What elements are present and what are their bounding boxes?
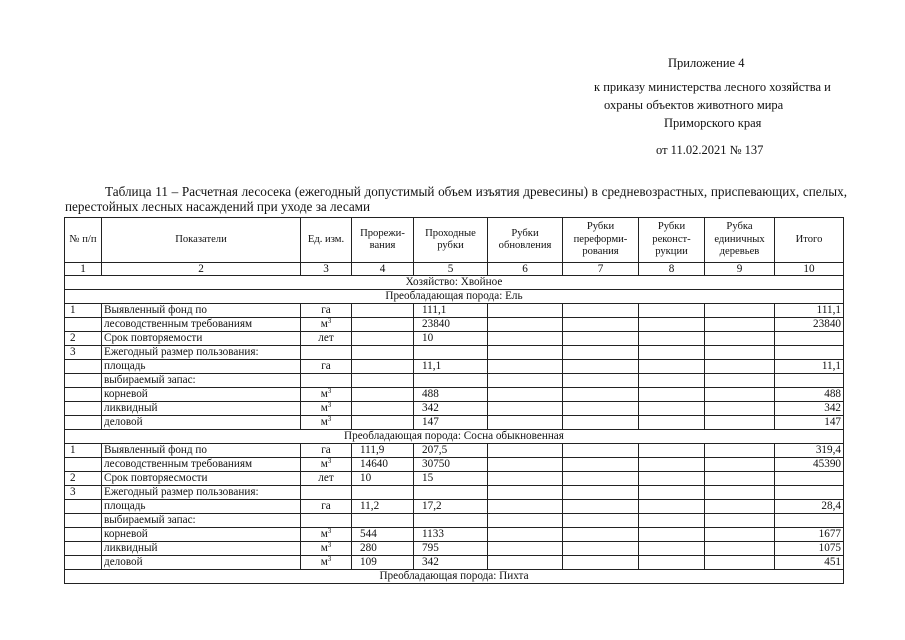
table-cell: $м^3$: [301, 388, 352, 402]
table-cell: [705, 542, 775, 556]
table-cell: [488, 304, 563, 318]
table-cell: Ежегодный размер пользования:: [102, 486, 301, 500]
table-cell: 111,1: [775, 304, 844, 318]
table-cell: [488, 556, 563, 570]
table-cell: [639, 360, 705, 374]
table-cell: [65, 528, 102, 542]
table-cell: 147: [414, 416, 488, 430]
table-cell: 111,9: [352, 444, 414, 458]
table-cell: $м^3$: [301, 556, 352, 570]
table-cell: [65, 374, 102, 388]
column-index: 4: [352, 263, 414, 276]
column-index: 8: [639, 263, 705, 276]
table-cell: 1075: [775, 542, 844, 556]
table-cell: [488, 318, 563, 332]
table-cell: [705, 500, 775, 514]
table-cell: [488, 486, 563, 500]
table-cell: [352, 360, 414, 374]
column-header: Прорежи-вания: [352, 218, 414, 263]
table-cell: [563, 444, 639, 458]
table-cell: [639, 472, 705, 486]
table-cell: [563, 402, 639, 416]
table-cell: 23840: [414, 318, 488, 332]
column-header: Рубки обновления: [488, 218, 563, 263]
table-cell: 11,2: [352, 500, 414, 514]
table-cell: 147: [775, 416, 844, 430]
table-cell: [563, 458, 639, 472]
table-cell: площадь: [102, 500, 301, 514]
table-cell: [352, 514, 414, 528]
table-row: [65, 304, 844, 318]
table-row: [65, 486, 844, 500]
table-row: [65, 472, 844, 486]
table-cell: [639, 528, 705, 542]
table-cell: [639, 500, 705, 514]
table-cell: [414, 374, 488, 388]
table-cell: [775, 346, 844, 360]
order-line-1: к приказу министерства лесного хозяйства и: [594, 80, 831, 94]
table-cell: [639, 304, 705, 318]
table-cell: [639, 514, 705, 528]
table-cell: [563, 416, 639, 430]
table-cell: $м^3$: [301, 402, 352, 416]
table-cell: [301, 486, 352, 500]
table-cell: [705, 514, 775, 528]
table-cell: [352, 304, 414, 318]
order-line-2: охраны объектов животного мира: [604, 98, 784, 112]
table-header-row: [65, 218, 844, 263]
table-cell: ликвидный: [102, 402, 301, 416]
table-cell: [65, 500, 102, 514]
table-cell: 488: [414, 388, 488, 402]
table-cell: [775, 514, 844, 528]
table-cell: [705, 388, 775, 402]
section-row: [65, 290, 844, 304]
table-cell: выбираемый запас:: [102, 514, 301, 528]
table-row: [65, 416, 844, 430]
table-row: [65, 374, 844, 388]
table-cell: [352, 318, 414, 332]
farm-row: [65, 276, 844, 290]
table-cell: лесоводственным требованиям: [102, 318, 301, 332]
column-index: 5: [414, 263, 488, 276]
table-cell: [352, 374, 414, 388]
column-index: 6: [488, 263, 563, 276]
table-cell: 319,4: [775, 444, 844, 458]
table-cell: 15: [414, 472, 488, 486]
table-cell: 23840: [775, 318, 844, 332]
table-cell: [352, 346, 414, 360]
table-cell: [563, 556, 639, 570]
table-row: [65, 402, 844, 416]
table-cell: 14640: [352, 458, 414, 472]
column-header: Рубка единичных деревьев: [705, 218, 775, 263]
table-cell: [639, 542, 705, 556]
table-cell: [639, 458, 705, 472]
table-cell: [414, 514, 488, 528]
table-cell: [705, 416, 775, 430]
table-cell: [705, 304, 775, 318]
table-cell: [65, 318, 102, 332]
table-cell: 1: [65, 304, 102, 318]
table-cell: [563, 318, 639, 332]
table-cell: [488, 472, 563, 486]
table-cell: [563, 472, 639, 486]
table-cell: [775, 472, 844, 486]
table-cell: 342: [775, 402, 844, 416]
table-cell: 795: [414, 542, 488, 556]
table-row: [65, 332, 844, 346]
table-cell: [65, 388, 102, 402]
table-cell: [639, 416, 705, 430]
table-cell: [488, 542, 563, 556]
column-index: 10: [775, 263, 844, 276]
table-cell: га: [301, 444, 352, 458]
table-cell: [301, 374, 352, 388]
section-row: [65, 570, 844, 584]
table-row: [65, 346, 844, 360]
table-cell: [65, 514, 102, 528]
table-cell: [639, 388, 705, 402]
table-cell: 111,1: [414, 304, 488, 318]
column-index: 1: [65, 263, 102, 276]
column-index: 3: [301, 263, 352, 276]
table-cell: выбираемый запас:: [102, 374, 301, 388]
table-cell: [301, 346, 352, 360]
column-index: 2: [102, 263, 301, 276]
table-row: [65, 500, 844, 514]
appendix-title: Приложение 4: [668, 56, 745, 70]
table-cell: [65, 402, 102, 416]
order-date: от 11.02.2021 № 137: [656, 143, 764, 157]
table-cell: $м^3$: [301, 542, 352, 556]
table-cell: 207,5: [414, 444, 488, 458]
table-row: [65, 388, 844, 402]
table-body: [65, 218, 844, 584]
table-cell: [705, 444, 775, 458]
table-cell: 30750: [414, 458, 488, 472]
table-cell: [488, 500, 563, 514]
table-cell: $м^3$: [301, 416, 352, 430]
table-cell: [488, 458, 563, 472]
table-cell: площадь: [102, 360, 301, 374]
column-index: 7: [563, 263, 639, 276]
table-cell: [775, 486, 844, 500]
table-cell: [65, 416, 102, 430]
section-title: Преобладающая порода: Пихта: [65, 570, 844, 584]
table-cell: 1: [65, 444, 102, 458]
table-cell: ликвидный: [102, 542, 301, 556]
table-cell: [563, 374, 639, 388]
table-cell: га: [301, 304, 352, 318]
table-cell: 3: [65, 486, 102, 500]
table-cell: [705, 556, 775, 570]
table-row: [65, 528, 844, 542]
table-cell: $м^3$: [301, 318, 352, 332]
section-title: Преобладающая порода: Ель: [65, 290, 844, 304]
table-cell: лет: [301, 472, 352, 486]
table-cell: [563, 542, 639, 556]
table-cell: [488, 346, 563, 360]
table-row: [65, 360, 844, 374]
table-row: [65, 514, 844, 528]
table-cell: 544: [352, 528, 414, 542]
table-cell: [705, 528, 775, 542]
table-cell: [639, 374, 705, 388]
table-cell: [775, 332, 844, 346]
table-cell: [414, 486, 488, 500]
order-line-3: Приморского края: [664, 116, 762, 130]
table-cell: [563, 500, 639, 514]
logging-table: [64, 217, 844, 584]
table-cell: [65, 360, 102, 374]
table-cell: [488, 444, 563, 458]
table-cell: [705, 486, 775, 500]
column-index-row: [65, 263, 844, 276]
table-cell: 109: [352, 556, 414, 570]
table-cell: 45390: [775, 458, 844, 472]
table-cell: [705, 360, 775, 374]
table-cell: [639, 332, 705, 346]
table-cell: [705, 374, 775, 388]
column-header: № п/п: [65, 218, 102, 263]
table-cell: деловой: [102, 556, 301, 570]
table-cell: [705, 332, 775, 346]
table-cell: [639, 486, 705, 500]
table-cell: [563, 304, 639, 318]
table-cell: $м^3$: [301, 458, 352, 472]
table-cell: [563, 332, 639, 346]
table-cell: [488, 528, 563, 542]
table-cell: [352, 332, 414, 346]
table-cell: [488, 416, 563, 430]
table-cell: [639, 444, 705, 458]
table-cell: [488, 402, 563, 416]
table-caption: Таблица 11 – Расчетная лесосека (ежегодный допустимый объем изъятия древесины) в средневозрастных, приспевающих, спелых, перестойных лесных насаждений при уходе за лесами: [65, 184, 847, 214]
table-cell: [639, 402, 705, 416]
table-cell: [352, 388, 414, 402]
table-cell: 451: [775, 556, 844, 570]
column-header: Рубки переформи-рования: [563, 218, 639, 263]
table-cell: 2: [65, 472, 102, 486]
column-header: Проходные рубки: [414, 218, 488, 263]
table-cell: деловой: [102, 416, 301, 430]
table-cell: [705, 458, 775, 472]
table-cell: корневой: [102, 388, 301, 402]
table-cell: [65, 542, 102, 556]
table-cell: [488, 332, 563, 346]
table-cell: [563, 346, 639, 360]
table-cell: [639, 556, 705, 570]
table-cell: 10: [352, 472, 414, 486]
column-header: Показатели: [102, 218, 301, 263]
table-row: [65, 556, 844, 570]
table-cell: га: [301, 500, 352, 514]
table-cell: [352, 416, 414, 430]
section-row: [65, 430, 844, 444]
table-cell: [639, 346, 705, 360]
column-header: Итого: [775, 218, 844, 263]
table-cell: [563, 360, 639, 374]
table-cell: [563, 486, 639, 500]
table-cell: 280: [352, 542, 414, 556]
table-row: [65, 458, 844, 472]
table-cell: 11,1: [414, 360, 488, 374]
table-cell: лет: [301, 332, 352, 346]
column-index: 9: [705, 263, 775, 276]
table-row: [65, 444, 844, 458]
table-cell: [352, 402, 414, 416]
table-cell: 11,1: [775, 360, 844, 374]
table-cell: [301, 514, 352, 528]
section-title: Преобладающая порода: Сосна обыкновенная: [65, 430, 844, 444]
table-cell: 488: [775, 388, 844, 402]
table-cell: Ежегодный размер пользования:: [102, 346, 301, 360]
table-cell: [563, 388, 639, 402]
table-cell: [414, 346, 488, 360]
column-header: Рубки реконст-рукции: [639, 218, 705, 263]
table-cell: [488, 374, 563, 388]
table-cell: 28,4: [775, 500, 844, 514]
table-cell: [705, 472, 775, 486]
table-cell: [705, 402, 775, 416]
table-cell: Срок повторяесмости: [102, 472, 301, 486]
table-row: [65, 318, 844, 332]
table-cell: $м^3$: [301, 528, 352, 542]
table-cell: Выявленный фонд по: [102, 444, 301, 458]
table-cell: [705, 346, 775, 360]
table-cell: корневой: [102, 528, 301, 542]
table-cell: [65, 458, 102, 472]
column-header: Ед. изм.: [301, 218, 352, 263]
table-cell: Выявленный фонд по: [102, 304, 301, 318]
table-cell: [65, 556, 102, 570]
table-row: [65, 542, 844, 556]
table-cell: 342: [414, 402, 488, 416]
table-cell: 10: [414, 332, 488, 346]
table-cell: га: [301, 360, 352, 374]
table-cell: 1133: [414, 528, 488, 542]
table-cell: 1677: [775, 528, 844, 542]
table-cell: [639, 318, 705, 332]
table-cell: 17,2: [414, 500, 488, 514]
table-cell: Срок повторяемости: [102, 332, 301, 346]
farm-label: Хозяйство: Хвойное: [65, 276, 844, 290]
table-cell: 342: [414, 556, 488, 570]
table-cell: [705, 318, 775, 332]
table-cell: [488, 514, 563, 528]
table-cell: [775, 374, 844, 388]
table-cell: 2: [65, 332, 102, 346]
table-cell: [563, 528, 639, 542]
table-cell: [563, 514, 639, 528]
table-cell: 3: [65, 346, 102, 360]
table-cell: лесоводственным требованиям: [102, 458, 301, 472]
table-cell: [488, 388, 563, 402]
table-cell: [352, 486, 414, 500]
table-cell: [488, 360, 563, 374]
